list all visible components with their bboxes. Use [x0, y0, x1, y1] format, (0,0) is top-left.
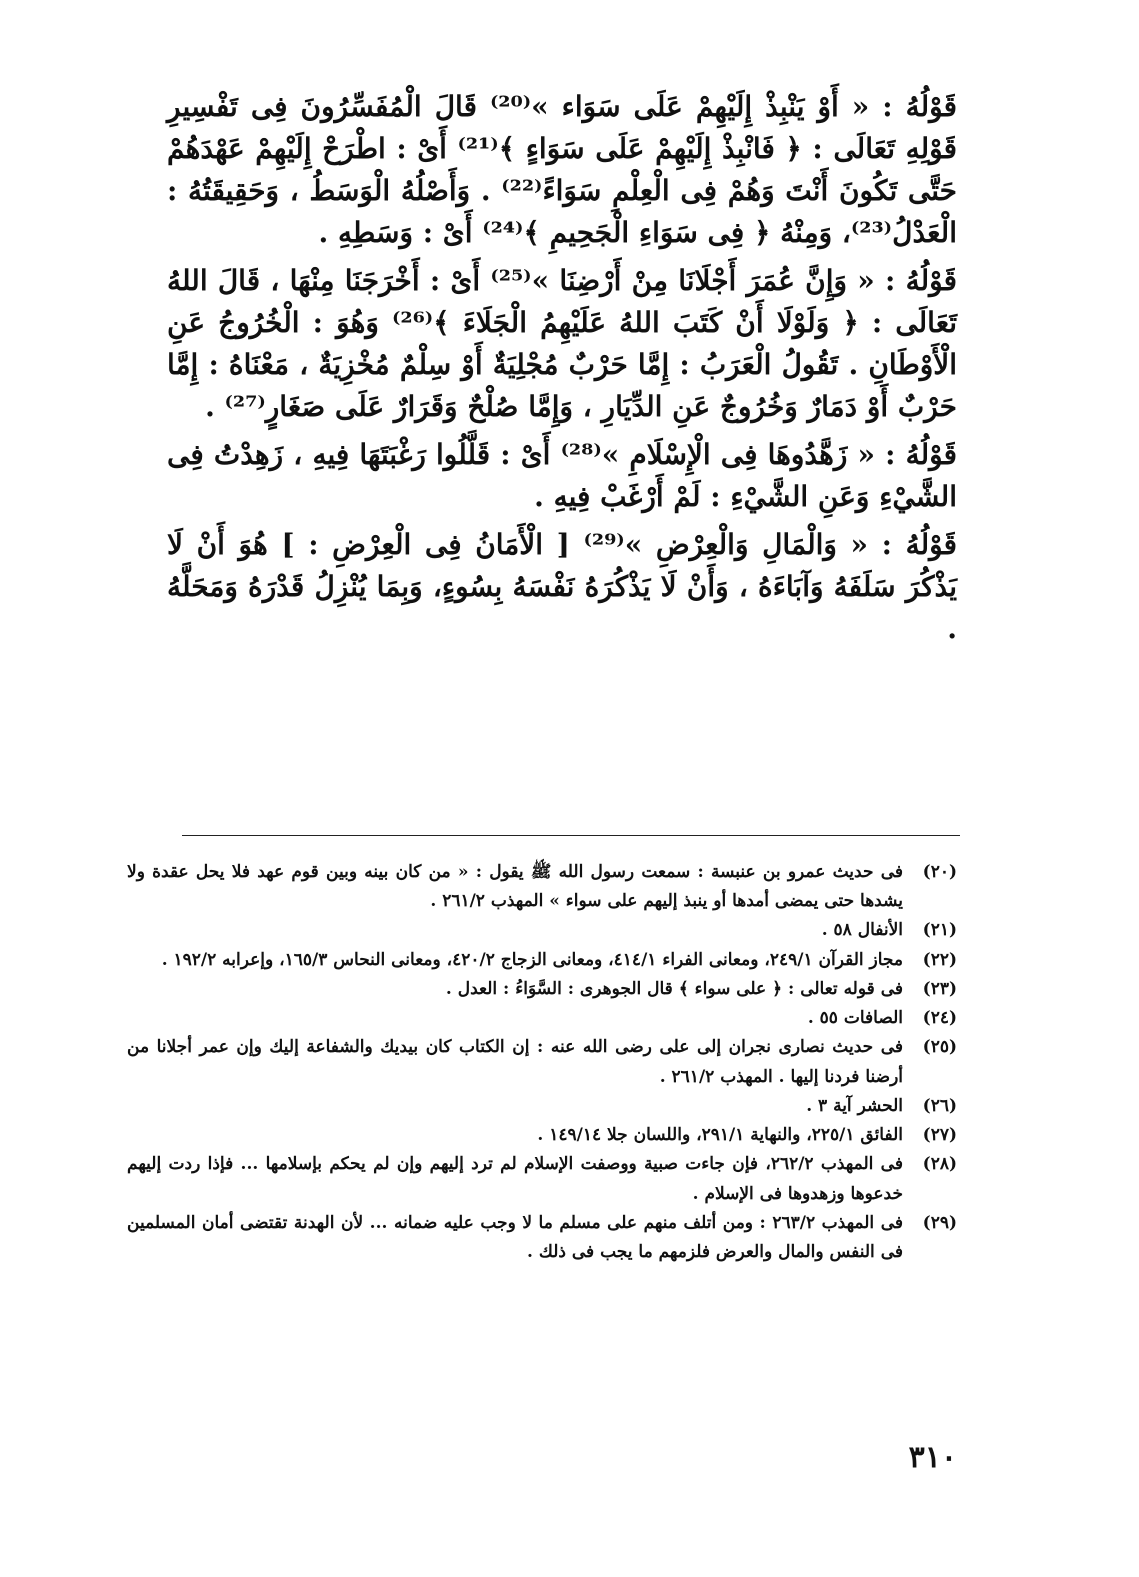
- footnote-text: فى حديث نصارى نجران إلى على رضى الله عنه : إن الكتاب كان بيديك والشفاعة إليك وإن عمر أجلانا من أرضنا فردنا إليها . المهذب ٢٦١/٢ .: [127, 1037, 903, 1087]
- footnote-separator: [182, 835, 960, 836]
- footnotes: [127, 858, 957, 1267]
- footnote-number: (٢٢): [922, 949, 957, 970]
- page-number: ٣١٠: [908, 1440, 957, 1475]
- footnote-number: (٢٩): [922, 1212, 957, 1233]
- main-text: [167, 86, 957, 656]
- footnote-text: الصافات ٥٥ .: [807, 1008, 903, 1029]
- footnote: [127, 1033, 957, 1091]
- footnote-text: فى حديث عمرو بن عنبسة : سمعت رسول الله ﷺ يقول : « من كان بينه وبين قوم عهد فلا يحل عقدة ولا يشدها حتى يمضى أمدها أو ينبذ إليهم على سواء » المهذب ٢٦١/٢ .: [127, 862, 903, 912]
- paragraph: قَوْلُهُ : « وَإِنَّ عُمَرَ أَجْلَانَا مِنْ أَرْضِنَا »⁽²⁵⁾ أَىْ : أَخْرَجَنَا مِنْهَا ، قَالَ اللهُ تَعَالَى : ﴿ وَلَوْلَا أَنْ كَتَبَ اللهُ عَلَيْهِمُ الْجَلَاءَ ﴾⁽²⁶⁾ وَهُوَ : الْخُرُوجُ عَنِ الْأَوْطَانِ . تَقُولُ الْعَرَبُ : إِمَّا حَرْبٌ مُجْلِيَةٌ أَوْ سِلْمٌ مُخْزِيَةٌ ، مَعْنَاهُ : إِمَّا حَرْبٌ أَوْ دَمَارٌ وَخُرُوجٌ عَنِ الدِّيَارِ ، وَإِمَّا صُلْحٌ وَقَرَارٌ عَلَى صَغَارٍ⁽²⁷⁾ .: [167, 264, 958, 423]
- footnote-number: (٢٥): [922, 1037, 957, 1058]
- footnote-number: (٢٧): [922, 1125, 957, 1146]
- footnote: [127, 916, 957, 945]
- footnote-text: الأنفال ٥٨ .: [821, 920, 903, 941]
- footnote-number: (٢٨): [922, 1154, 957, 1175]
- footnote-number: (٢١): [922, 920, 957, 941]
- footnote: [127, 946, 957, 975]
- footnote-text: الفائق ٢٢٥/١، والنهاية ٢٩١/١، واللسان جلا ١٤٩/١٤ .: [537, 1125, 903, 1146]
- footnote: [127, 1121, 957, 1150]
- footnote: [127, 858, 957, 916]
- footnote: [127, 1150, 957, 1208]
- footnote: [127, 1004, 957, 1033]
- paragraph: قَوْلُهُ : « وَالْمَالِ وَالْعِرْضِ »⁽²⁹⁾ [ الْأَمَانُ فِى الْعِرْضِ : ] هُوَ أَنْ لَا يَذْكُرَ سَلَفَهُ وَآبَاءَهُ ، وَأَنْ لَا يَذْكُرَهُ نَفْسَهُ بِسُوءٍ، وَبِمَا يُنْزِلُ قَدْرَهُ وَمَحَلَّهُ .: [167, 528, 957, 645]
- footnote: [127, 1209, 957, 1267]
- footnote: [127, 975, 957, 1004]
- footnote-text: فى المهذب ٢٦٣/٢ : ومن أتلف منهم على مسلم ما لا وجب عليه ضمانه ... لأن الهدنة تقتضى أمان المسلمين فى النفس والمال والعرض فلزمهم ما يجب فى ذلك .: [127, 1212, 903, 1263]
- footnote-text: الحشر آية ٣ .: [806, 1095, 903, 1116]
- paragraph: قَوْلُهُ : « أَوْ يَنْبِذْ إِلَيْهِمْ عَلَى سَوَاء »⁽²⁰⁾ قَالَ الْمُفَسِّرُونَ فِى تَفْسِيرِ قَوْلِهِ تَعَالَى : ﴿ فَانْبِذْ إِلَيْهِمْ عَلَى سَوَاءٍ ﴾⁽²¹⁾ أَىْ : اطْرَحْ إِلَيْهِمْ عَهْدَهُمْ حَتَّى تَكُونَ أَنْتَ وَهُمْ فِى الْعِلْمِ سَوَاءً⁽²²⁾ . وَأَصْلُهُ الْوَسَطُ ، وَحَقِيقَتُهُ : الْعَدْلُ⁽²³⁾، وَمِنْهُ ﴿ فِى سَوَاءِ الْجَحِيمِ ﴾⁽²⁴⁾ أَىْ : وَسَطِهِ .: [167, 90, 957, 249]
- paragraph: قَوْلُهُ : « زَهَّدُوهَا فِى الْإِسْلَامِ »⁽²⁸⁾ أَىْ : قَلَّلُوا رَغْبَتَهَا فِيهِ ، زَهِدْتُ فِى الشَّيْءِ وَعَنِ الشَّيْءِ : لَمْ أَرْغَبْ فِيهِ .: [167, 438, 957, 513]
- footnote-text: فى قوله تعالى : ﴿ على سواء ﴾ قال الجوهرى : السَّوَاءُ : العدل .: [445, 978, 903, 999]
- footnote-number: (٢٣): [922, 978, 957, 999]
- footnote-number: (٢٦): [922, 1095, 957, 1116]
- footnote-text: فى المهذب ٢٦٢/٢، فإن جاءت صبية ووصفت الإسلام لم ترد إليهم وإن لم يحكم بإسلامها ... فإذا ردت إليهم خدعوها وزهدوها فى الإسلام .: [127, 1154, 903, 1204]
- footnote-number: (٢٤): [922, 1008, 957, 1029]
- footnote-text: مجاز القرآن ٢٤٩/١، ومعانى الفراء ٤١٤/١، ومعانى الزجاج ٤٢٠/٢، ومعانى النحاس ١٦٥/٣، وإعرابه ١٩٢/٢ .: [161, 949, 903, 970]
- footnote: [127, 1092, 957, 1121]
- footnote-number: (٢٠): [922, 862, 957, 882]
